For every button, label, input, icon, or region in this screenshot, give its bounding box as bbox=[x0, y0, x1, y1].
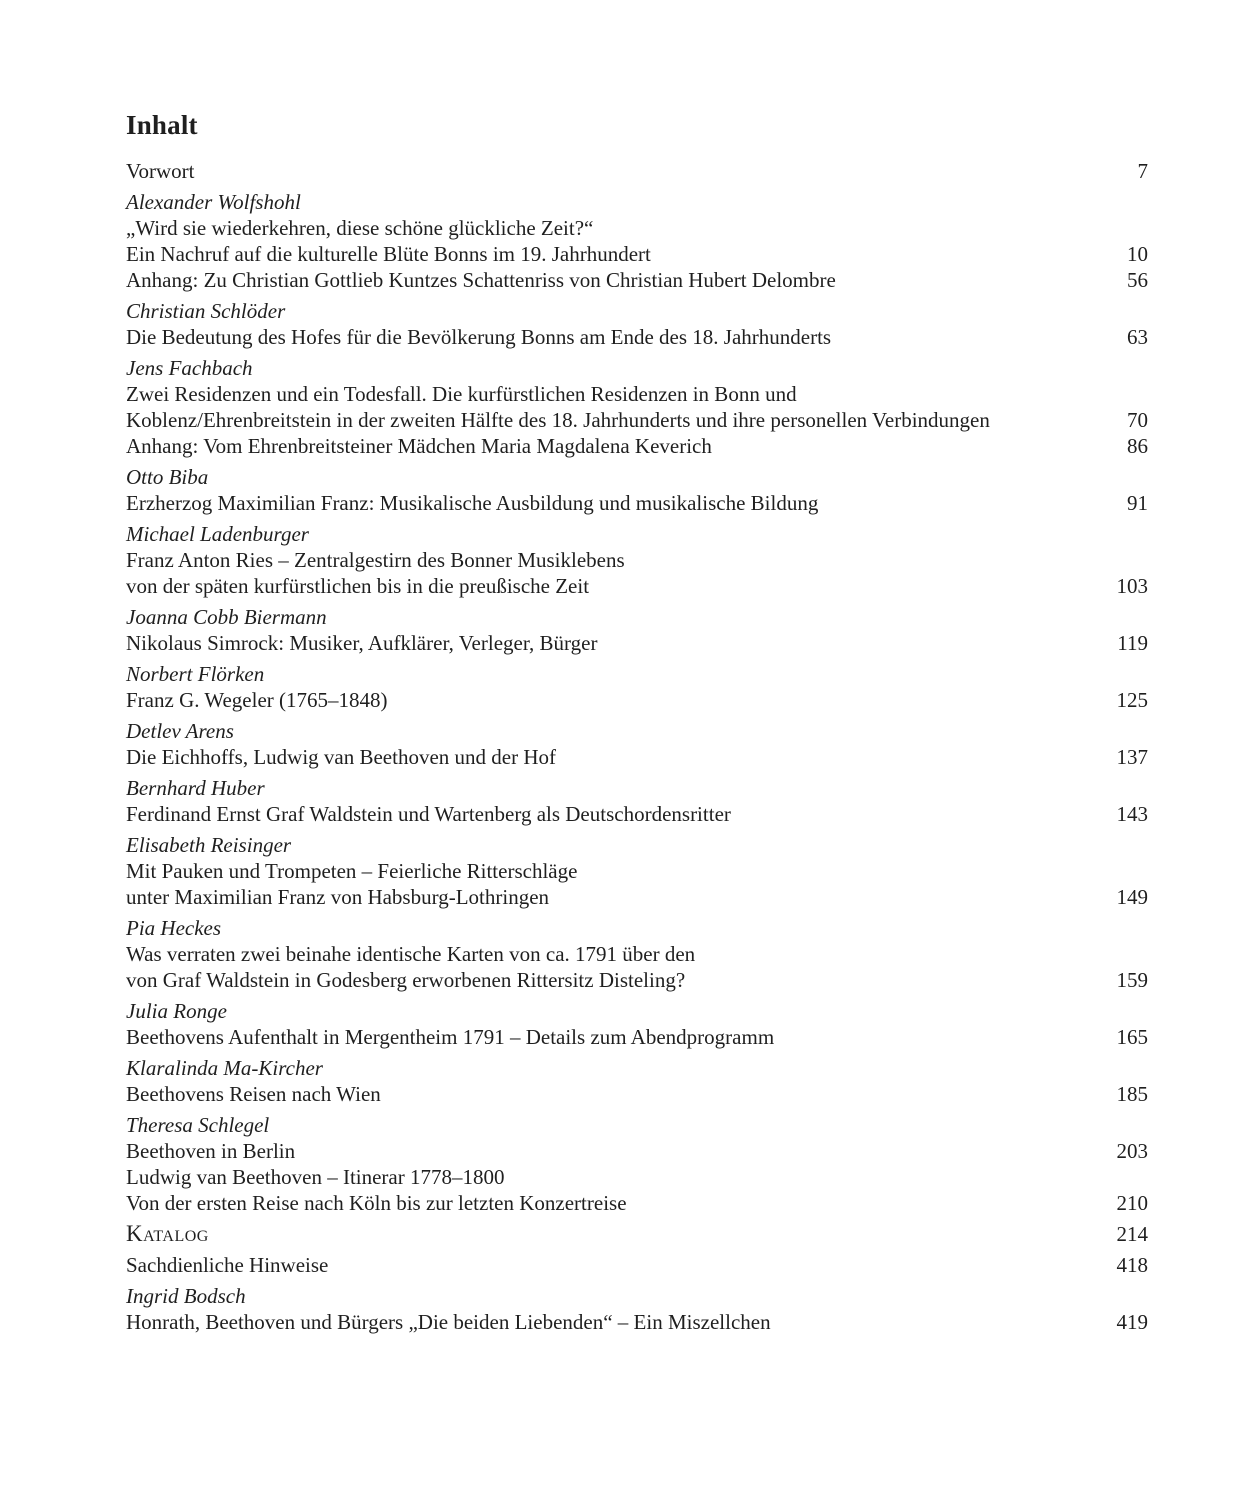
toc-entry bbox=[126, 1221, 1148, 1247]
toc-entry bbox=[126, 355, 1148, 459]
toc-page-number: 103 bbox=[1116, 574, 1148, 598]
toc-title: Die Bedeutung des Hofes für die Bevölkerung Bonns am Ende des 18. Jahrhunderts bbox=[126, 325, 832, 349]
toc-line bbox=[126, 407, 1148, 433]
toc-page-number: 210 bbox=[1116, 1191, 1148, 1215]
toc-author: Jens Fachbach bbox=[126, 356, 253, 380]
toc-line bbox=[126, 158, 1148, 184]
toc-page-number: 91 bbox=[1127, 491, 1148, 515]
toc-page-number: 86 bbox=[1127, 434, 1148, 458]
toc-author: Alexander Wolfshohl bbox=[126, 190, 301, 214]
toc-page-number: 159 bbox=[1116, 968, 1148, 992]
toc-line bbox=[126, 381, 1148, 407]
toc-entry bbox=[126, 1283, 1148, 1335]
toc-title: Ferdinand Ernst Graf Waldstein und Wartenberg als Deutschordensritter bbox=[126, 802, 731, 826]
toc-title: Anhang: Zu Christian Gottlieb Kuntzes Schattenriss von Christian Hubert Delombre bbox=[126, 268, 836, 292]
toc-entry bbox=[126, 998, 1148, 1050]
toc-page-number: 185 bbox=[1116, 1082, 1148, 1106]
toc-page-number: 119 bbox=[1117, 631, 1148, 655]
toc-entry bbox=[126, 718, 1148, 770]
toc-line bbox=[126, 630, 1148, 656]
toc-line bbox=[126, 267, 1148, 293]
toc-entry bbox=[126, 604, 1148, 656]
toc-line bbox=[126, 1081, 1148, 1107]
toc-line bbox=[126, 324, 1148, 350]
toc-title: Sachdienliche Hinweise bbox=[126, 1253, 329, 1277]
toc-title: Nikolaus Simrock: Musiker, Aufklärer, Verleger, Bürger bbox=[126, 631, 598, 655]
toc-title: Ludwig van Beethoven – Itinerar 1778–1800 bbox=[126, 1165, 505, 1189]
toc-line bbox=[126, 1138, 1148, 1164]
toc-line bbox=[126, 490, 1148, 516]
toc-title: „Wird sie wiederkehren, diese schöne glückliche Zeit?“ bbox=[126, 216, 594, 240]
toc-author: Michael Ladenburger bbox=[126, 522, 309, 546]
toc-title: von der späten kurfürstlichen bis in die preußische Zeit bbox=[126, 574, 590, 598]
toc-title: Die Eichhoffs, Ludwig van Beethoven und der Hof bbox=[126, 745, 557, 769]
toc-line bbox=[126, 744, 1148, 770]
toc-title: Honrath, Beethoven und Bürgers „Die beiden Liebenden“ – Ein Miszellchen bbox=[126, 1310, 771, 1334]
toc-title: Erzherzog Maximilian Franz: Musikalische Ausbildung und musikalische Bildung bbox=[126, 491, 819, 515]
toc-title: Beethovens Aufenthalt in Mergentheim 1791 – Details zum Abendprogramm bbox=[126, 1025, 775, 1049]
toc-author: Norbert Flörken bbox=[126, 662, 265, 686]
toc-entry bbox=[126, 158, 1148, 184]
toc-entry bbox=[126, 189, 1148, 293]
toc-entry bbox=[126, 915, 1148, 993]
toc-title: Ein Nachruf auf die kulturelle Blüte Bonns im 19. Jahrhundert bbox=[126, 242, 651, 266]
toc-entry bbox=[126, 1112, 1148, 1216]
toc-page-number: 143 bbox=[1116, 802, 1148, 826]
toc-page-number: 214 bbox=[1116, 1222, 1148, 1246]
toc-line bbox=[126, 1309, 1148, 1335]
toc-line bbox=[126, 884, 1148, 910]
toc-entry bbox=[126, 1055, 1148, 1107]
toc-line bbox=[126, 215, 1148, 241]
toc-page-number: 7 bbox=[1137, 159, 1148, 183]
toc-title: Franz Anton Ries – Zentralgestirn des Bonner Musiklebens bbox=[126, 548, 625, 572]
toc-heading: Inhalt bbox=[126, 110, 198, 140]
toc-author: Christian Schlöder bbox=[126, 299, 286, 323]
toc-entry bbox=[126, 661, 1148, 713]
toc-page-number: 10 bbox=[1127, 242, 1148, 266]
toc-line bbox=[126, 1190, 1148, 1216]
toc-line bbox=[126, 687, 1148, 713]
toc-title: Mit Pauken und Trompeten – Feierliche Ritterschläge bbox=[126, 859, 578, 883]
toc-line bbox=[126, 573, 1148, 599]
toc-page-number: 56 bbox=[1127, 268, 1148, 292]
toc-line bbox=[126, 1252, 1148, 1278]
toc-page-number: 418 bbox=[1116, 1253, 1148, 1277]
toc-page-number: 165 bbox=[1116, 1025, 1148, 1049]
toc-line bbox=[126, 433, 1148, 459]
toc-line bbox=[126, 1221, 1148, 1247]
toc-page-number: 70 bbox=[1127, 408, 1148, 432]
toc-page-number: 149 bbox=[1116, 885, 1148, 909]
toc-page-number: 203 bbox=[1116, 1139, 1148, 1163]
toc-line bbox=[126, 801, 1148, 827]
toc-line bbox=[126, 1024, 1148, 1050]
toc-line bbox=[126, 241, 1148, 267]
toc-title: Vorwort bbox=[126, 159, 195, 183]
toc-line bbox=[126, 967, 1148, 993]
toc-title: Zwei Residenzen und ein Todesfall. Die kurfürstlichen Residenzen in Bonn und bbox=[126, 382, 797, 406]
toc-author: Julia Ronge bbox=[126, 999, 227, 1023]
toc-author: Elisabeth Reisinger bbox=[126, 833, 292, 857]
toc-author: Theresa Schlegel bbox=[126, 1113, 270, 1137]
toc-line bbox=[126, 1164, 1148, 1190]
toc-author: Detlev Arens bbox=[126, 719, 234, 743]
toc-author: Otto Biba bbox=[126, 465, 209, 489]
toc-title: unter Maximilian Franz von Habsburg-Lothringen bbox=[126, 885, 550, 909]
table-of-contents bbox=[126, 158, 1148, 1340]
toc-title: Franz G. Wegeler (1765–1848) bbox=[126, 688, 388, 712]
toc-entry bbox=[126, 521, 1148, 599]
toc-title: Beethovens Reisen nach Wien bbox=[126, 1082, 381, 1106]
toc-entry bbox=[126, 775, 1148, 827]
toc-title: Von der ersten Reise nach Köln bis zur letzten Konzertreise bbox=[126, 1191, 627, 1215]
toc-author: Klaralinda Ma-Kircher bbox=[126, 1056, 323, 1080]
toc-author: Ingrid Bodsch bbox=[126, 1284, 246, 1308]
toc-page-number: 137 bbox=[1116, 745, 1148, 769]
toc-page-number: 63 bbox=[1127, 325, 1148, 349]
toc-title: Beethoven in Berlin bbox=[126, 1139, 296, 1163]
toc-title: Was verraten zwei beinahe identische Karten von ca. 1791 über den bbox=[126, 942, 696, 966]
toc-page-number: 125 bbox=[1116, 688, 1148, 712]
toc-title: Katalog bbox=[126, 1221, 209, 1246]
toc-entry bbox=[126, 832, 1148, 910]
toc-author: Joanna Cobb Biermann bbox=[126, 605, 327, 629]
toc-title: Koblenz/Ehrenbreitstein in der zweiten Hälfte des 18. Jahrhunderts und ihre personellen Verbindungen bbox=[126, 408, 990, 432]
toc-line bbox=[126, 941, 1148, 967]
toc-title: Anhang: Vom Ehrenbreitsteiner Mädchen Maria Magdalena Keverich bbox=[126, 434, 712, 458]
toc-entry bbox=[126, 1252, 1148, 1278]
toc-title: von Graf Waldstein in Godesberg erworbenen Rittersitz Disteling? bbox=[126, 968, 686, 992]
toc-line bbox=[126, 858, 1148, 884]
toc-line bbox=[126, 547, 1148, 573]
toc-entry bbox=[126, 298, 1148, 350]
toc-author: Bernhard Huber bbox=[126, 776, 265, 800]
toc-entry bbox=[126, 464, 1148, 516]
toc-page-number: 419 bbox=[1116, 1310, 1148, 1334]
toc-author: Pia Heckes bbox=[126, 916, 222, 940]
